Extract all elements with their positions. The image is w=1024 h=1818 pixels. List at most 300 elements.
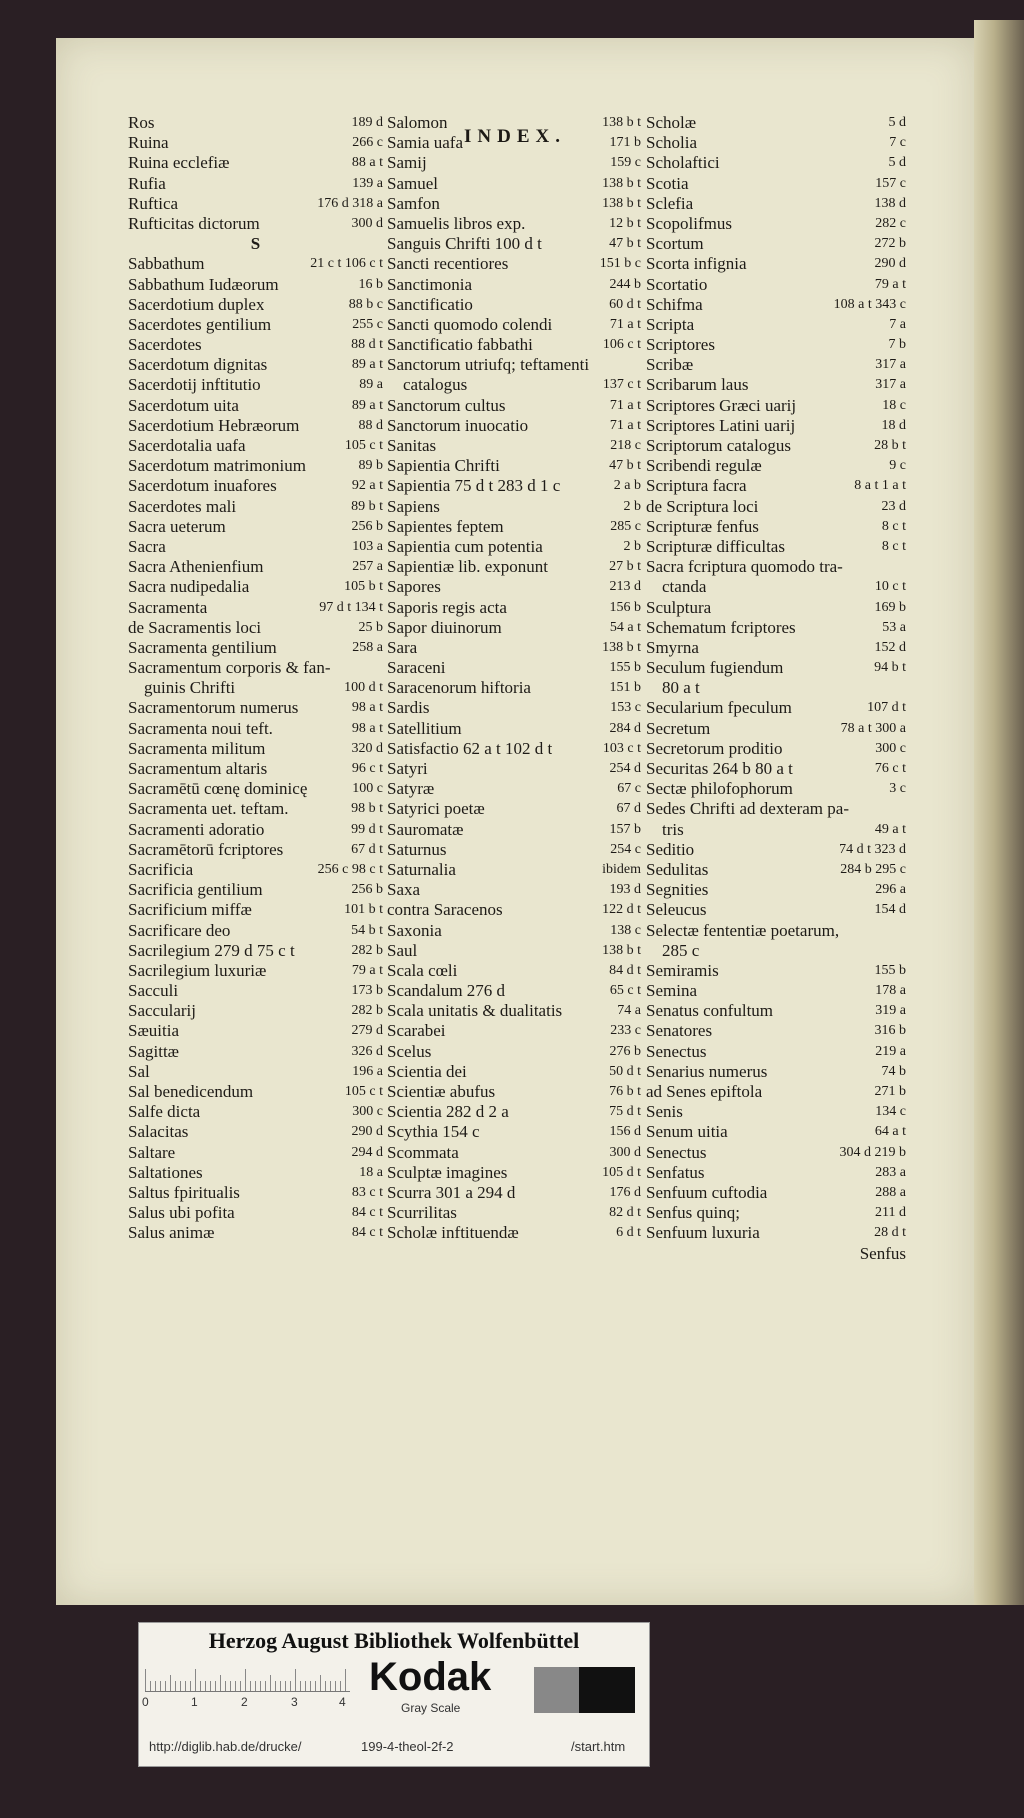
index-entry	[128, 779, 383, 799]
entry-reference: 156 d	[609, 1124, 641, 1140]
entry-term: Senis	[646, 1102, 683, 1122]
index-entry	[387, 174, 641, 194]
entry-term: Senatus confultum	[646, 1001, 774, 1021]
index-entry	[646, 598, 906, 618]
entry-term: Sagittæ	[128, 1041, 180, 1061]
index-entry	[646, 941, 906, 961]
entry-term: Scopolifmus	[646, 213, 732, 233]
index-entry	[128, 476, 383, 496]
entry-term: 80 a t	[662, 678, 700, 698]
index-entry	[387, 840, 641, 860]
entry-reference: 2 a b	[613, 478, 641, 494]
entry-reference: 138 b t	[602, 175, 641, 191]
index-entry	[128, 1203, 383, 1223]
entry-term: Scriptura facra	[646, 476, 747, 496]
entry-reference: 7 c	[889, 135, 906, 151]
entry-reference: 288 a	[875, 1184, 906, 1200]
index-entry	[128, 113, 383, 133]
index-entry	[128, 557, 383, 577]
entry-reference: 47 b t	[609, 236, 641, 252]
scale-tick	[315, 1681, 316, 1691]
entry-reference: 176 d	[609, 1184, 641, 1200]
scale-tick	[320, 1675, 321, 1691]
entry-reference: 103 a	[352, 538, 383, 554]
entry-term: Sacramentum altaris	[128, 759, 268, 778]
entry-reference: 60 d t	[609, 296, 641, 312]
index-entry	[646, 1122, 906, 1142]
entry-term: Sapor diuinorum	[387, 617, 502, 637]
entry-term: Scribarum laus	[646, 375, 749, 395]
entry-term: Rufticitas dictorum	[128, 213, 260, 233]
entry-reference: 89 b	[358, 458, 383, 474]
index-entry	[646, 315, 906, 335]
entry-term: de Scriptura loci	[646, 496, 759, 516]
index-entry	[646, 678, 906, 698]
entry-reference: 98 a t	[351, 700, 383, 716]
index-entry	[646, 1143, 906, 1163]
index-entry	[128, 174, 383, 194]
index-entry	[387, 153, 641, 173]
entry-reference: 290 d	[874, 256, 906, 272]
scale-tick	[175, 1681, 176, 1691]
entry-term: Samia uafa	[387, 133, 463, 153]
index-entry	[646, 961, 906, 981]
index-entry	[128, 719, 383, 739]
entry-term: Saturnus	[387, 839, 447, 859]
entry-reference: 138 c	[610, 922, 641, 938]
entry-reference: 100 d t	[344, 680, 383, 696]
index-entry	[387, 598, 641, 618]
entry-term: S	[250, 234, 261, 254]
entry-reference: 89 b t	[351, 498, 383, 514]
entry-reference: 138 b t	[602, 639, 641, 655]
index-entry	[646, 1244, 906, 1264]
entry-reference: 79 a t	[874, 276, 906, 292]
entry-term: Sacrificia	[128, 859, 194, 879]
entry-term: Sclefia	[646, 193, 694, 213]
index-entry	[646, 355, 906, 375]
index-entry	[646, 921, 906, 941]
scale-tick	[185, 1681, 186, 1691]
scale-tick	[255, 1681, 256, 1691]
entry-term: Scripta	[646, 314, 695, 334]
index-entry	[387, 1062, 641, 1082]
scale-tick	[340, 1681, 341, 1691]
entry-reference: 84 c t	[351, 1205, 383, 1221]
index-entry	[646, 375, 906, 395]
index-entry	[387, 1163, 641, 1183]
entry-reference: 6 d t	[616, 1225, 641, 1241]
entry-term: Satyri	[387, 759, 428, 778]
entry-term: ad Senes epiftola	[646, 1082, 763, 1101]
index-entry	[387, 1042, 641, 1062]
scale-tick	[335, 1681, 336, 1691]
index-entry	[387, 900, 641, 920]
index-entry	[646, 557, 906, 577]
scale-tick	[280, 1681, 281, 1691]
library-color-card	[138, 1622, 650, 1767]
entry-reference: 12 b t	[609, 215, 641, 231]
entry-term: Sacrilegium luxuriæ	[128, 960, 267, 980]
entry-reference: 279 d	[351, 1023, 383, 1039]
entry-reference: 84 d t	[609, 962, 641, 978]
entry-term: Sanctimonia	[387, 274, 472, 294]
entry-term: Satellitium	[387, 718, 462, 738]
entry-term: Senfus quinq;	[646, 1203, 740, 1223]
entry-term: Samuel	[387, 173, 438, 193]
entry-reference: 7 b	[888, 337, 906, 353]
entry-reference: 272 b	[874, 236, 906, 252]
index-entry	[646, 820, 906, 840]
entry-term: Sacerdotium duplex	[128, 294, 265, 314]
index-entry	[646, 981, 906, 1001]
scale-tick	[205, 1681, 206, 1691]
entry-reference: 219 a	[875, 1043, 906, 1059]
entry-term: Ruina ecclefiæ	[128, 153, 230, 173]
index-entry	[646, 1082, 906, 1102]
index-entry	[128, 214, 383, 234]
entry-reference: 105 c t	[344, 438, 383, 453]
entry-term: Scientia dei	[387, 1061, 467, 1081]
index-entry	[128, 658, 383, 678]
scale-tick	[150, 1681, 151, 1691]
index-entry	[128, 517, 383, 537]
entry-reference: 75 d t	[609, 1104, 641, 1120]
index-entry	[646, 396, 906, 416]
entry-term: Senfus	[859, 1243, 906, 1263]
entry-term: Secretum	[646, 718, 711, 738]
entry-term: Sacra nudipedalia	[128, 577, 250, 597]
entry-reference: 300 c	[352, 1104, 383, 1120]
entry-reference: 8 c t	[881, 538, 906, 554]
index-entry	[646, 335, 906, 355]
entry-reference: 83 c t	[351, 1184, 383, 1200]
entry-reference: 53 a	[882, 619, 906, 635]
entry-term: Scala unitatis & dualitatis	[387, 1001, 563, 1021]
index-entry	[128, 375, 383, 395]
entry-reference: 88 b c	[348, 296, 383, 312]
entry-reference: 96 c t	[351, 761, 383, 776]
index-entry	[646, 214, 906, 234]
entry-term: Senfuum luxuria	[646, 1223, 760, 1243]
index-entry	[128, 537, 383, 557]
entry-term: Sacrificium miffæ	[128, 900, 252, 920]
entry-term: Sapientia cum potentia	[387, 536, 543, 556]
index-entry	[387, 497, 641, 517]
entry-reference: 138 b t	[602, 115, 641, 130]
index-entry	[646, 739, 906, 759]
index-entry	[128, 981, 383, 1001]
entry-term: Sanctorum utriufq; teftamenti	[387, 355, 590, 375]
entry-reference: 256 b	[351, 518, 383, 534]
entry-term: Sacramentorum numerus	[128, 698, 299, 718]
entry-term: Senfuum cuftodia	[646, 1182, 768, 1202]
index-entry	[646, 1183, 906, 1203]
index-entry	[646, 698, 906, 718]
entry-term: Sacerdotes	[128, 335, 202, 355]
scale-tick	[300, 1681, 301, 1691]
entry-reference: 54 a t	[609, 619, 641, 635]
entry-term: Sedulitas	[646, 859, 709, 879]
entry-term: 285 c	[662, 940, 700, 960]
entry-term: Sacramentum corporis & fan-	[128, 658, 331, 678]
entry-reference: 138 d	[874, 195, 906, 211]
index-entry	[646, 497, 906, 517]
entry-term: Sapientia Chrifti	[387, 456, 500, 476]
entry-reference: 99 d t	[351, 821, 383, 837]
entry-reference: 18 c	[882, 397, 906, 413]
index-entry	[387, 577, 641, 597]
entry-reference: 256 b	[351, 882, 383, 898]
index-entry	[646, 1203, 906, 1223]
entry-term: Seleucus	[646, 900, 707, 920]
index-entry	[128, 698, 383, 718]
entry-term: Securitas 264 b 80 a t	[646, 759, 793, 778]
index-entry	[646, 476, 906, 496]
index-entry	[387, 416, 641, 436]
entry-reference: 294 d	[351, 1144, 383, 1160]
scale-tick	[225, 1681, 226, 1691]
entry-term: ctanda	[662, 577, 707, 597]
index-entry	[128, 1183, 383, 1203]
index-entry	[128, 153, 383, 173]
entry-reference: 10 c t	[874, 579, 906, 595]
entry-reference: 88 d	[358, 417, 383, 433]
entry-term: Sacerdotes mali	[128, 496, 237, 516]
scale-tick	[345, 1669, 346, 1691]
url-base: http://diglib.hab.de/drucke/	[149, 1739, 302, 1754]
index-entry	[387, 698, 641, 718]
index-column-3	[646, 113, 906, 1264]
entry-term: Senarius numerus	[646, 1061, 768, 1081]
entry-term: Saracenorum hiftoria	[387, 678, 531, 698]
entry-term: Sanctorum inuocatio	[387, 415, 529, 435]
index-entry	[387, 254, 641, 274]
scale-tick	[195, 1669, 196, 1691]
entry-reference: 76 c t	[874, 761, 906, 776]
entry-term: Sacerdotium Hebræorum	[128, 415, 300, 435]
entry-term: Sculptura	[646, 597, 712, 617]
entry-term: Salfe dicta	[128, 1102, 201, 1122]
index-entry	[128, 194, 383, 214]
entry-reference: 71 a t	[609, 316, 641, 332]
scale-number: 3	[291, 1695, 298, 1709]
entry-reference: 74 b	[881, 1063, 906, 1079]
index-entry	[646, 456, 906, 476]
entry-reference: 67 d t	[351, 841, 383, 857]
index-entry	[128, 1143, 383, 1163]
entry-term: Samuelis libros exp.	[387, 213, 526, 233]
entry-term: Semiramis	[646, 960, 719, 980]
entry-term: Sacra Athenienfium	[128, 557, 264, 577]
entry-reference: 3 c	[889, 781, 906, 797]
entry-term: Senfatus	[646, 1162, 705, 1182]
entry-reference: 105 b t	[344, 579, 383, 595]
scale-tick	[235, 1681, 236, 1691]
entry-term: Salacitas	[128, 1122, 189, 1142]
entry-reference: ibidem	[602, 861, 641, 877]
entry-term: Scortum	[646, 234, 704, 254]
index-entry	[646, 1042, 906, 1062]
page-header: INDEX.	[464, 126, 566, 147]
entry-term: Saltare	[128, 1142, 176, 1162]
index-entry	[646, 900, 906, 920]
entry-reference: 47 b t	[609, 458, 641, 474]
index-entry	[128, 759, 383, 779]
index-entry	[646, 234, 906, 254]
scale-tick	[220, 1675, 221, 1691]
index-entry	[128, 436, 383, 456]
entry-reference: 71 a t	[609, 397, 641, 413]
index-entry	[128, 961, 383, 981]
entry-reference: 285 c	[610, 518, 641, 534]
entry-term: Smyrna	[646, 637, 699, 657]
entry-reference: 50 d t	[609, 1063, 641, 1079]
kodak-logo: Kodak	[369, 1655, 492, 1699]
entry-reference: 258 a	[352, 639, 383, 655]
scale-tick	[325, 1681, 326, 1691]
index-entry	[387, 1021, 641, 1041]
entry-reference: 155 b	[874, 962, 906, 978]
entry-reference: 79 a t	[351, 962, 383, 978]
index-entry	[387, 860, 641, 880]
index-entry	[128, 234, 383, 254]
entry-term: Sacramenti adoratio	[128, 819, 265, 839]
entry-reference: 155 b	[609, 660, 641, 676]
entry-term: Sanctorum cultus	[387, 395, 506, 415]
entry-reference: 189 d	[351, 115, 383, 130]
entry-reference: 284 d	[609, 720, 641, 736]
index-entry	[387, 275, 641, 295]
entry-reference: 254 c	[610, 841, 641, 857]
entry-term: Senatores	[646, 1021, 713, 1041]
index-entry	[646, 174, 906, 194]
entry-reference: 326 d	[351, 1043, 383, 1059]
index-entry	[646, 1223, 906, 1243]
entry-reference: 320 d	[351, 740, 383, 756]
index-entry	[387, 1001, 641, 1021]
entry-term: Scientiæ abufus	[387, 1082, 496, 1101]
index-entry	[128, 1062, 383, 1082]
entry-reference: 233 c	[610, 1023, 641, 1039]
entry-term: Sacramenta noui teft.	[128, 718, 273, 738]
entry-term: Scriptorum catalogus	[646, 436, 791, 455]
entry-reference: 2 b	[623, 538, 641, 554]
entry-reference: 49 a t	[874, 821, 906, 837]
index-entry	[646, 1021, 906, 1041]
index-entry	[128, 1001, 383, 1021]
entry-term: Sacrificare deo	[128, 920, 231, 940]
entry-term: Sacramenta militum	[128, 738, 266, 758]
entry-term: Saxa	[387, 880, 421, 900]
index-entry	[646, 133, 906, 153]
entry-term: Sanguis Chrifti 100 d t	[387, 234, 542, 254]
black-swatch	[579, 1667, 635, 1713]
entry-term: Sauromatæ	[387, 819, 464, 839]
index-entry	[128, 598, 383, 618]
entry-reference: 98 b t	[351, 801, 383, 817]
scale-tick	[160, 1681, 161, 1691]
scale-tick	[295, 1669, 296, 1691]
entry-reference: 78 a t 300 a	[840, 720, 906, 736]
index-entry	[128, 1082, 383, 1102]
index-entry	[387, 658, 641, 678]
entry-reference: 266 c	[352, 135, 383, 151]
index-entry	[646, 1062, 906, 1082]
entry-reference: 317 a	[875, 357, 906, 373]
entry-term: Selectæ fententiæ poetarum,	[646, 920, 840, 940]
entry-term: Sacrilegium 279 d 75 c t	[128, 940, 295, 960]
entry-term: Scortatio	[646, 274, 708, 294]
entry-term: Semina	[646, 981, 697, 1001]
index-entry	[387, 1143, 641, 1163]
index-entry	[387, 719, 641, 739]
scale-tick	[310, 1681, 311, 1691]
entry-reference: 76 b t	[609, 1084, 641, 1099]
scale-tick	[230, 1681, 231, 1691]
entry-reference: 107 d t	[867, 700, 906, 716]
url-start: /start.htm	[571, 1739, 626, 1754]
entry-term: Scientia 282 d 2 a	[387, 1102, 509, 1122]
entry-term: Sæuitia	[128, 1021, 180, 1041]
entry-term: Sabbathum Iudæorum	[128, 274, 279, 294]
entry-term: Scandalum 276 d	[387, 981, 506, 1001]
entry-term: Ros	[128, 113, 155, 132]
entry-reference: 256 c 98 c t	[317, 861, 383, 877]
entry-reference: 67 c	[617, 781, 641, 797]
index-entry	[128, 456, 383, 476]
entry-reference: 211 d	[875, 1205, 906, 1221]
index-entry	[387, 234, 641, 254]
index-entry	[128, 941, 383, 961]
index-entry	[387, 456, 641, 476]
index-entry	[646, 436, 906, 456]
entry-reference: 271 b	[874, 1084, 906, 1099]
url-signature: 199-4-theol-2f-2	[361, 1739, 454, 1754]
entry-term: Salus animæ	[128, 1223, 215, 1243]
entry-reference: 101 b t	[344, 902, 383, 918]
entry-term: Scribendi regulæ	[646, 456, 762, 476]
entry-term: Sacerdotum dignitas	[128, 355, 268, 375]
entry-reference: 67 d	[616, 801, 641, 817]
entry-term: Sal benedicendum	[128, 1082, 254, 1101]
index-entry	[128, 900, 383, 920]
index-entry	[387, 1223, 641, 1243]
entry-reference: 139 a	[352, 175, 383, 191]
entry-term: Scribæ	[646, 355, 694, 375]
entry-term: Ruftica	[128, 193, 179, 213]
index-entry	[387, 335, 641, 355]
entry-reference: 317 a	[875, 377, 906, 393]
entry-term: Schifma	[646, 294, 703, 314]
index-entry	[128, 840, 383, 860]
entry-term: Scripturæ fenfus	[646, 516, 759, 536]
entry-term: Sacerdotes gentilium	[128, 314, 272, 334]
entry-term: Ruina	[128, 133, 169, 153]
entry-reference: 254 d	[609, 761, 641, 776]
entry-term: Scurrilitas	[387, 1203, 457, 1223]
index-entry	[387, 396, 641, 416]
index-entry	[128, 355, 383, 375]
entry-term: Scala cœli	[387, 960, 458, 980]
entry-reference: 316 b	[874, 1023, 906, 1039]
entry-term: Sancti quomodo colendi	[387, 314, 553, 334]
scale-tick	[290, 1681, 291, 1691]
entry-reference: 171 b	[609, 135, 641, 151]
index-entry	[128, 1223, 383, 1243]
library-title: Herzog August Bibliothek Wolfenbüttel	[208, 1628, 580, 1653]
entry-term: Saltationes	[128, 1162, 203, 1182]
